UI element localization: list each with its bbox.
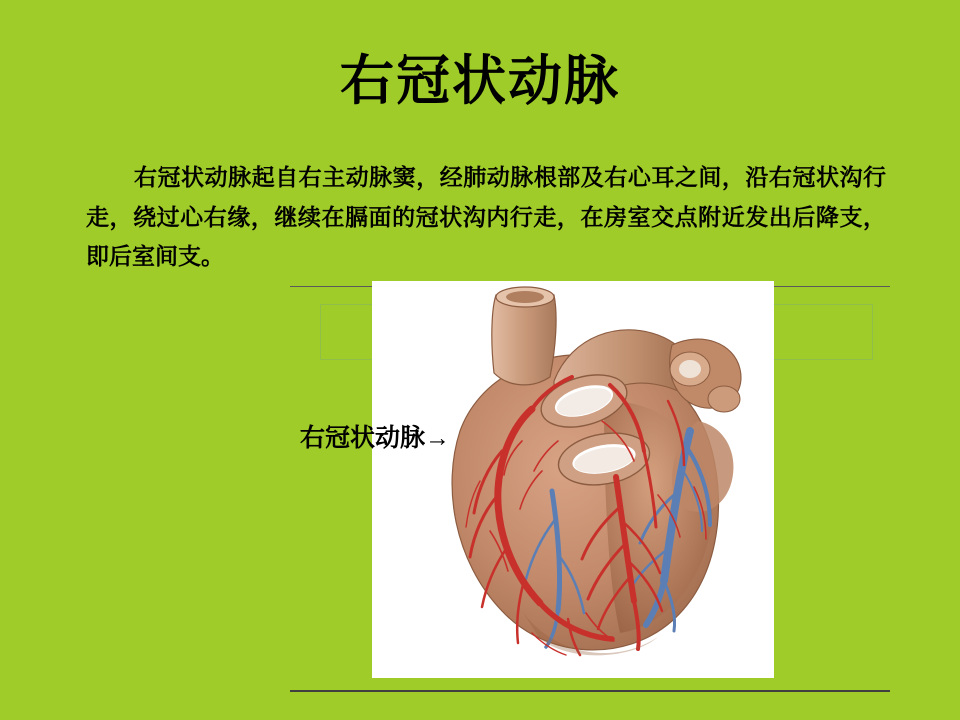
heart-anatomy-svg	[372, 281, 774, 678]
divider-bottom	[290, 690, 890, 692]
artery-callout-label: 右冠状动脉→	[300, 425, 451, 452]
page-title: 右冠状动脉	[340, 51, 620, 111]
body-paragraph: 右冠状动脉起自右主动脉窦，经肺动脉根部及右心耳之间，沿右冠状沟行走，绕过心右缘，继续在膈面的冠状沟内行走，在房室交点附近发出后降支，即后室间支。	[86, 165, 886, 270]
heart-illustration	[372, 281, 774, 678]
